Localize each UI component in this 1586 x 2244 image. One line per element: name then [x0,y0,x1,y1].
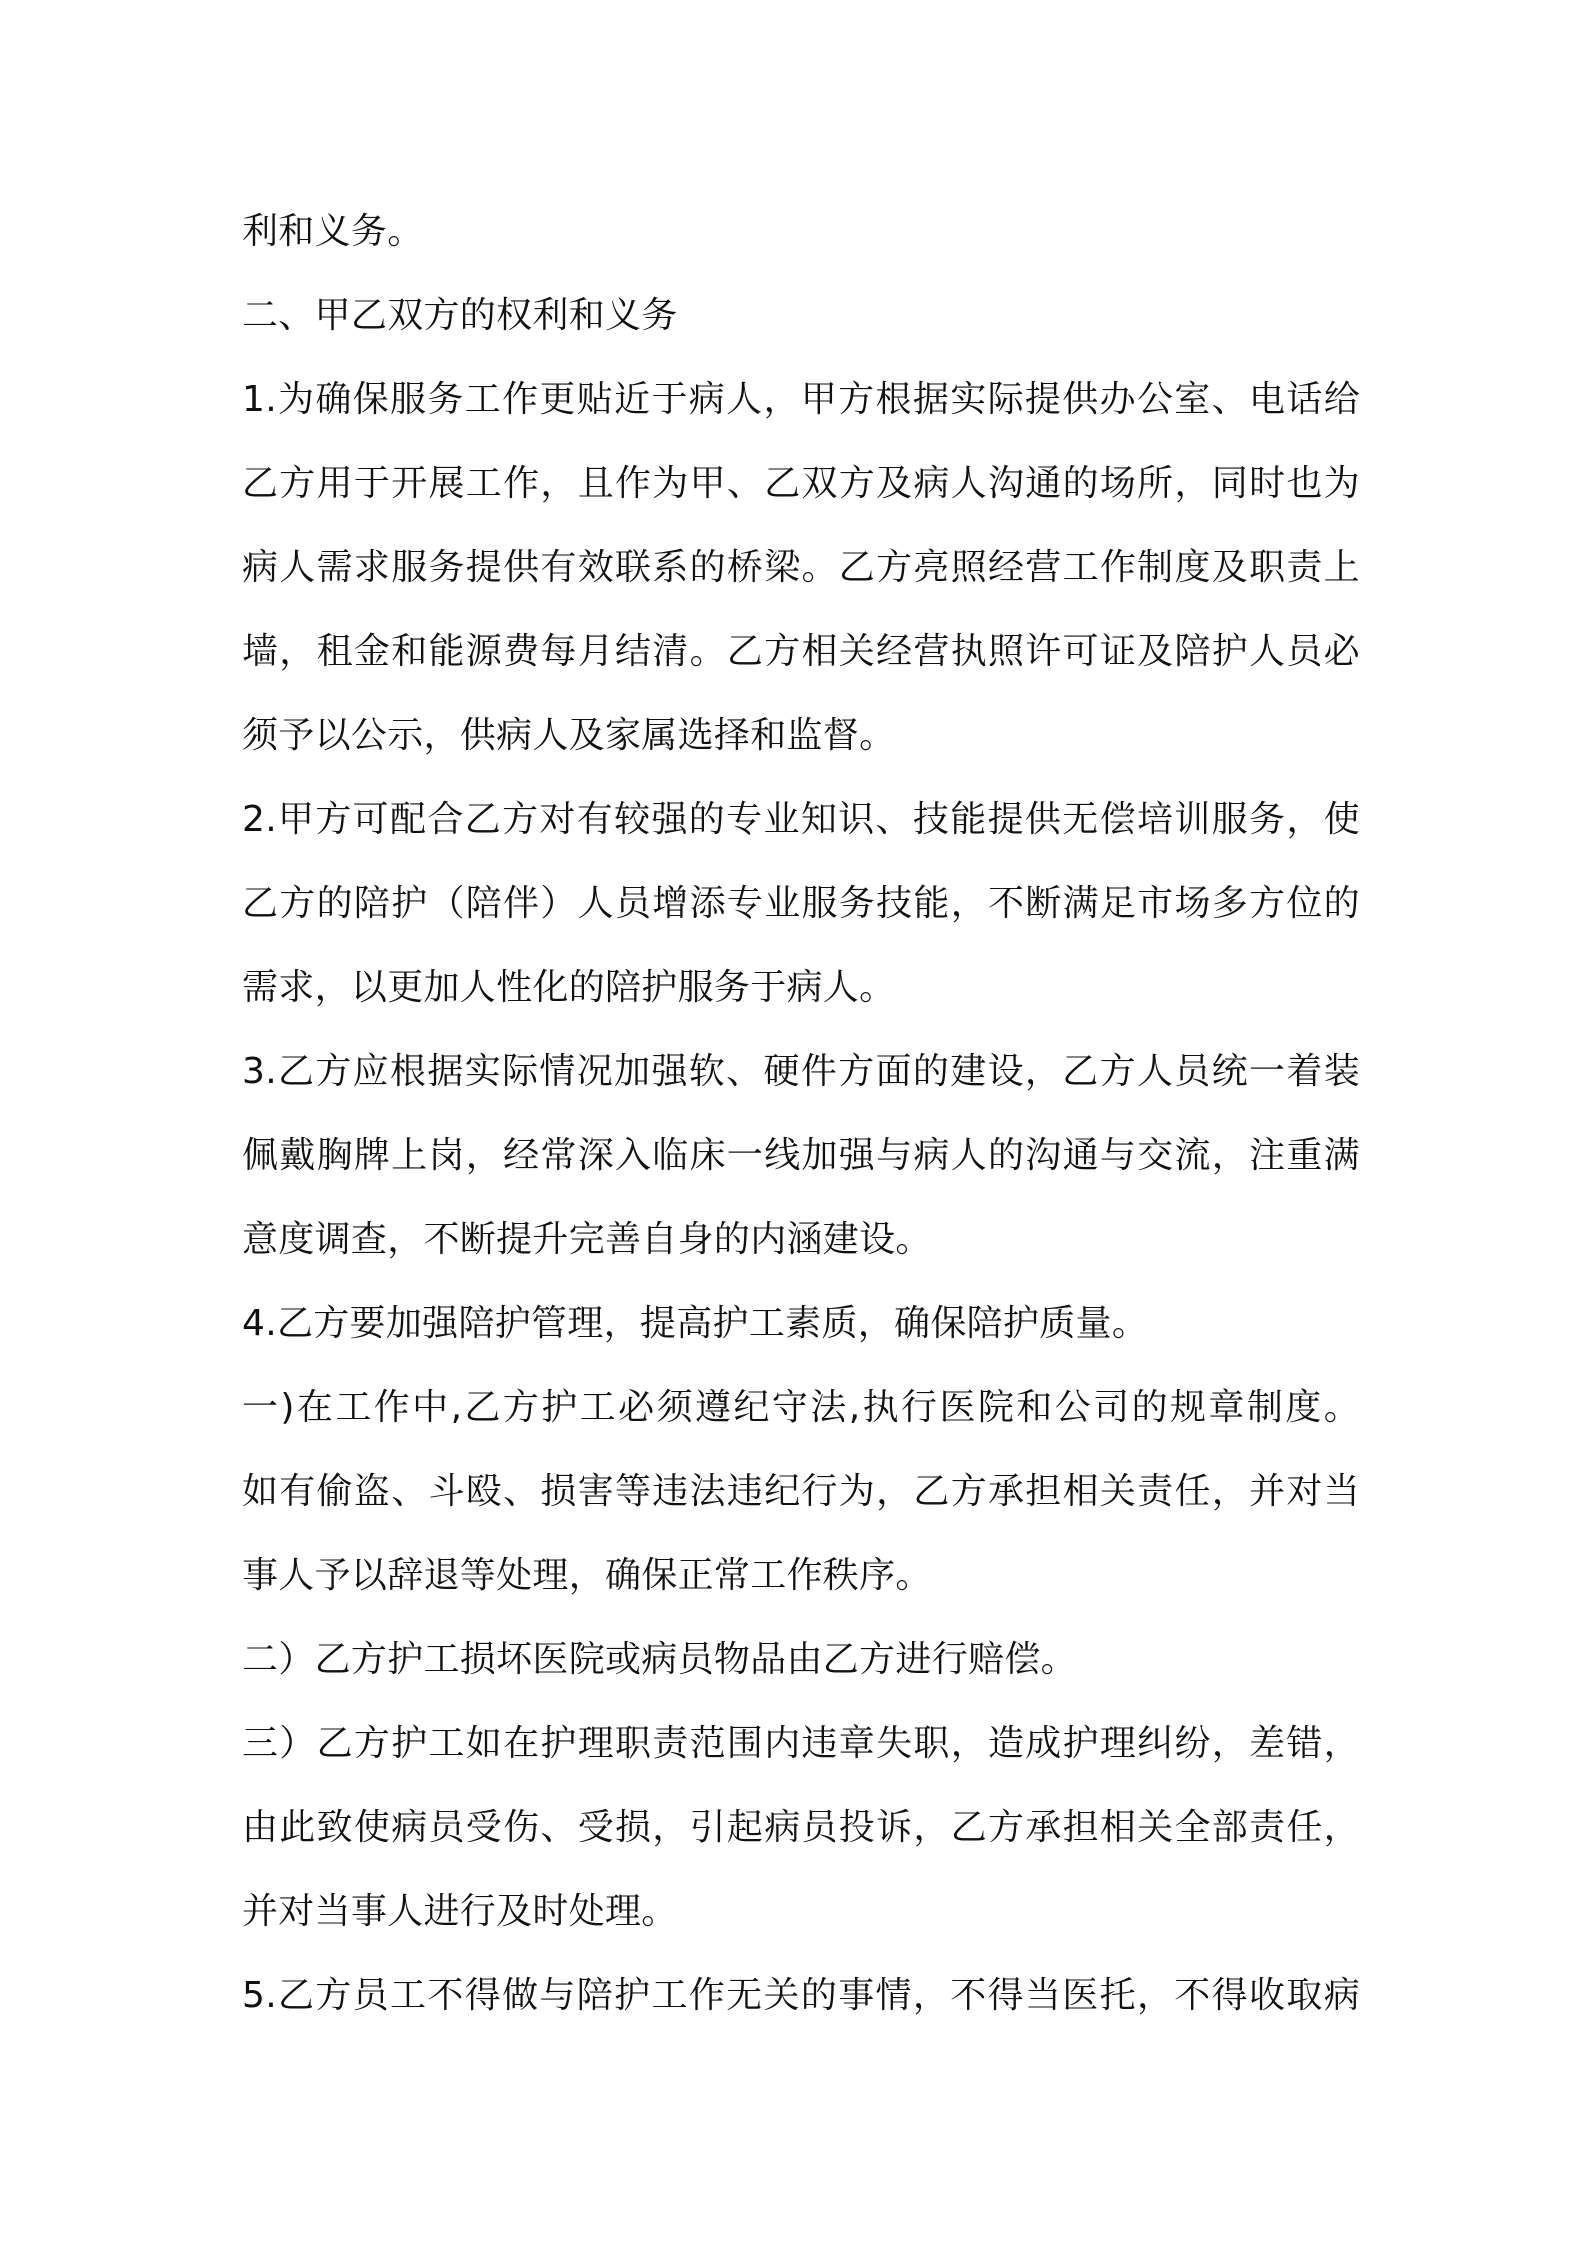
text-line: 5.乙方员工不得做与陪护工作无关的事情，不得当医托，不得收取病 [242,1975,1360,2016]
text-line: 3.乙方应根据实际情况加强软、硬件方面的建设，乙方人员统一着装 [242,1051,1360,1092]
text-line: 三）乙方护工如在护理职责范围内违章失职，造成护理纠纷，差错， [242,1723,1360,1764]
text-line: 乙方用于开展工作，且作为甲、乙双方及病人沟通的场所，同时也为 [242,463,1360,504]
text-line: 一)在工作中,乙方护工必须遵纪守法,执行医院和公司的规章制度。 [242,1387,1360,1428]
text-line: 墙，租金和能源费每月结清。乙方相关经营执照许可证及陪护人员必 [242,631,1360,672]
text-line: 事人予以辞退等处理，确保正常工作秩序。 [242,1555,932,1596]
text-line: 1.为确保服务工作更贴近于病人，甲方根据实际提供办公室、电话给 [242,379,1360,420]
text-line: 如有偷盗、斗殴、损害等违法违纪行为，乙方承担相关责任，并对当 [242,1471,1360,1512]
text-line: 二）乙方护工损坏医院或病员物品由乙方进行赔偿。 [242,1639,1077,1680]
text-line: 2.甲方可配合乙方对有较强的专业知识、技能提供无偿培训服务，使 [242,799,1360,840]
document-body [242,190,1360,2038]
text-line: 意度调查，不断提升完善自身的内涵建设。 [242,1219,932,1260]
text-line: 二、甲乙双方的权利和义务 [242,295,678,336]
text-line: 利和义务。 [242,211,424,252]
text-line: 须予以公示，供病人及家属选择和监督。 [242,715,896,756]
text-line: 由此致使病员受伤、受损，引起病员投诉，乙方承担相关全部责任， [242,1807,1360,1848]
text-line: 4.乙方要加强陪护管理，提高护工素质，确保陪护质量。 [242,1303,1149,1344]
text-line: 需求，以更加人性化的陪护服务于病人。 [242,967,896,1008]
text-line: 乙方的陪护（陪伴）人员增添专业服务技能，不断满足市场多方位的 [242,883,1360,924]
text-line: 病人需求服务提供有效联系的桥梁。乙方亮照经营工作制度及职责上 [242,547,1360,588]
text-line: 并对当事人进行及时处理。 [242,1891,678,1932]
text-line: 佩戴胸牌上岗，经常深入临床一线加强与病人的沟通与交流，注重满 [242,1135,1360,1176]
